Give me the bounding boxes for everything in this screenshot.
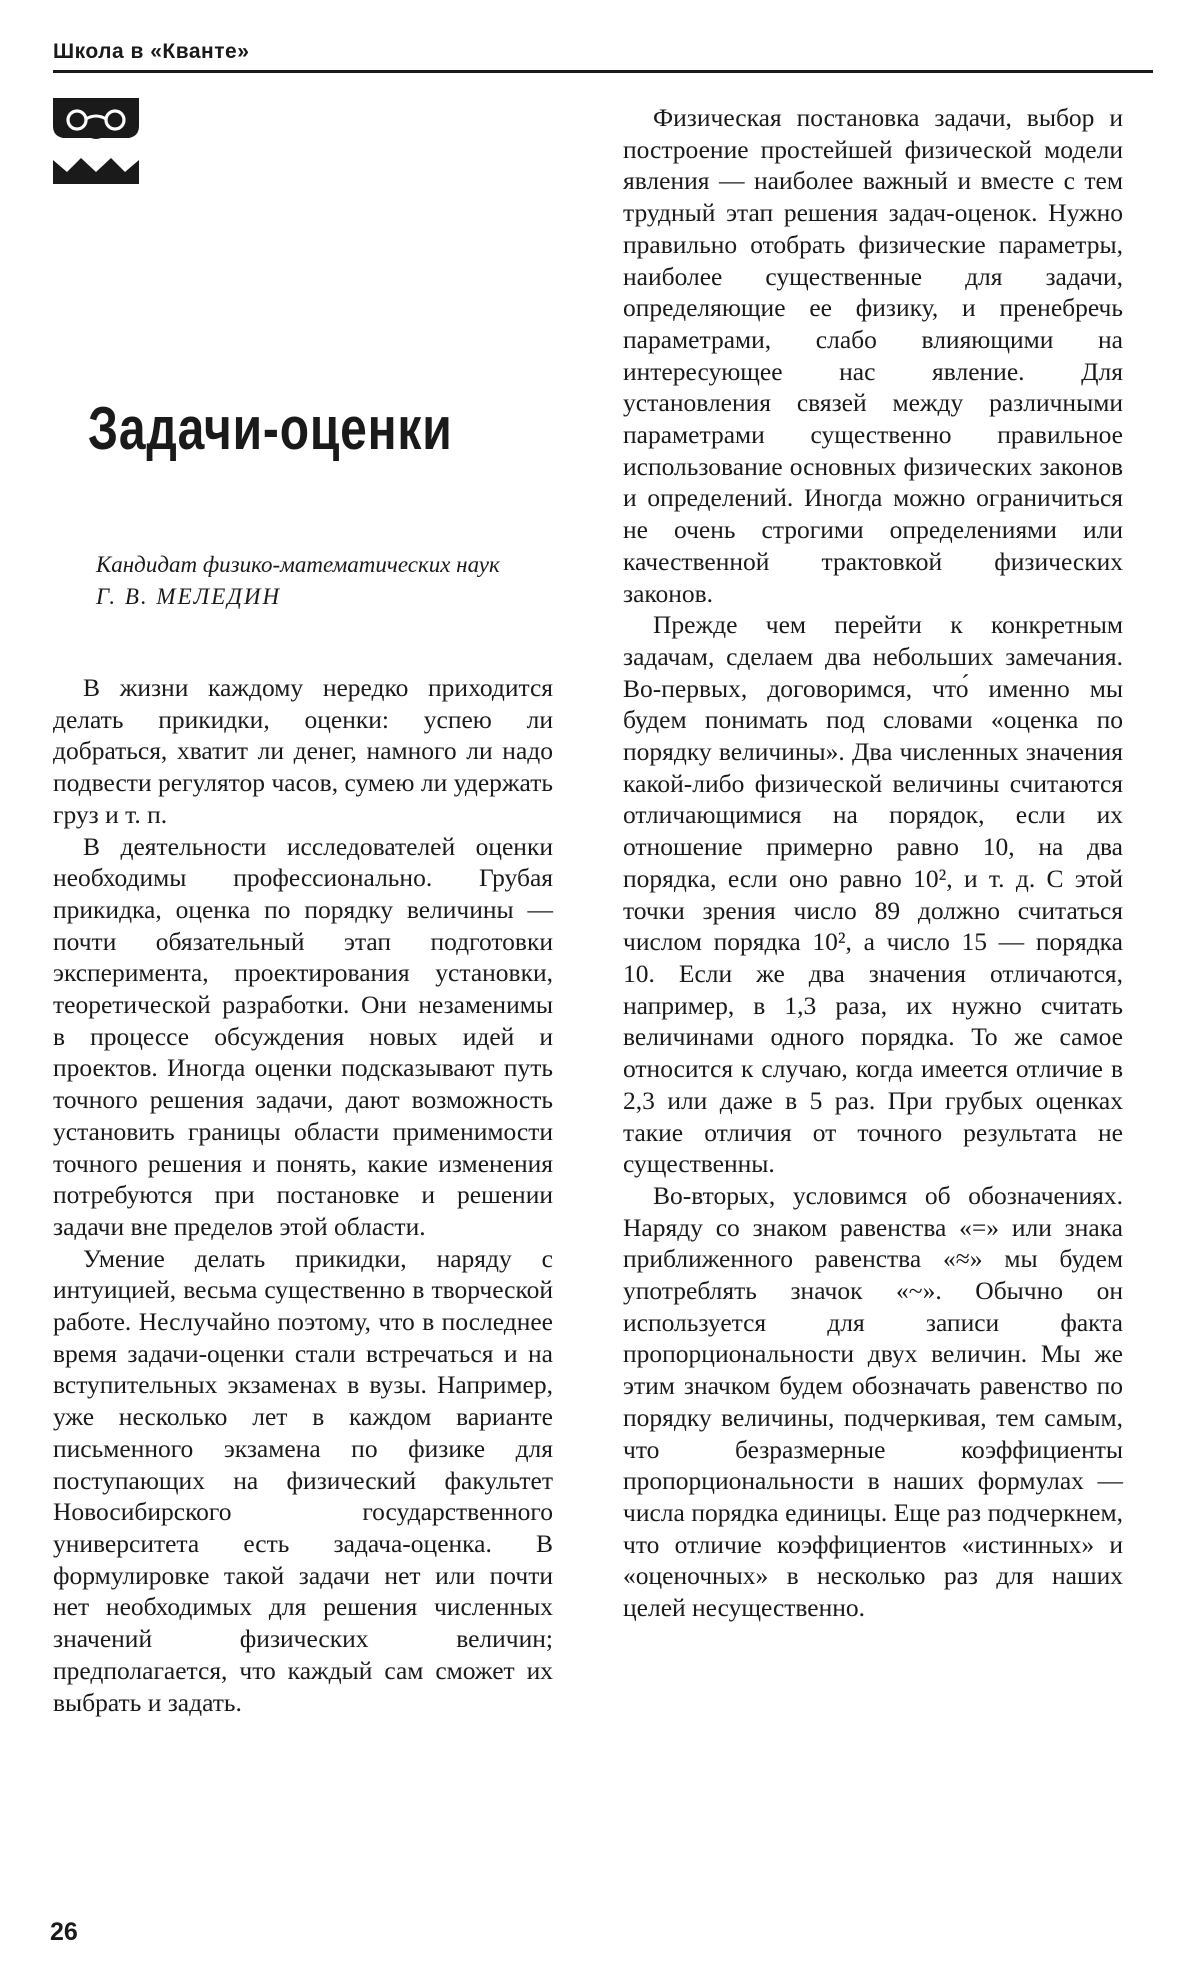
paragraph: Во-вторых, условимся об обозначениях. Наряду со знаком равенства «=» или знака приближенного равенства «≈» мы будем употреблять значок «~». Обычно он используется для записи факта пропорциональности двух величин. Мы же этим значком будем обозначать равенство по порядку величины, подчеркивая, тем самым, что безразмерные коэффициенты пропорциональности в наших формулах — числа порядка единицы. Еще раз подчеркнем, что отличие коэффициентов «истинных» и «оценочных» в несколько раз для наших целей несущественно.: [623, 1180, 1123, 1623]
left-column: [53, 672, 553, 1718]
author-name: Г. В. МЕЛЕДИН: [96, 584, 282, 609]
glasses-crown-emblem-icon: [53, 98, 139, 184]
paragraph: Умение делать прикидки, наряду с интуицией, весьма существенно в творческой работе. Неслучайно поэтому, что в последнее время задачи-оценки стали встречаться и на вступительных экзаменах в вузы. Например, уже несколько лет в каждом варианте письменного экзамена по физике для поступающих на физический факультет Новосибирского государственного университета есть задача-оценка. В формулировке такой задачи нет или почти нет необходимых для решения численных значений физических величин; предполагается, что каждый сам сможет их выбрать и задать.: [53, 1243, 553, 1717]
paragraph: Прежде чем перейти к конкретным задачам, сделаем два небольших замечания. Во-первых, договоримся, что́ именно мы будем понимать под словами «оценка по порядку величины». Два численных значения какой-либо физической величины считаются отличающимися на порядок, если их отношение примерно равно 10, на два порядка, если оно равно 10², и т. д. С этой точки зрения число 89 должно считаться числом порядка 10², а число 15 — порядка 10. Если же два значения отличаются, например, в 1,3 раза, их нужно считать величинами одного порядка. То же самое относится к случаю, когда имеется отличие в 2,3 или даже в 5 раз. При грубых оценках такие отличия от точного результата не существенны.: [623, 610, 1123, 1179]
right-column: [623, 102, 1123, 1624]
paragraph: Физическая постановка задачи, выбор и построение простейшей физической модели явления — наиболее важный и вместе с тем трудный этап решения задач-оценок. Нужно правильно отобрать физические параметры, наиболее существенные для задачи, определяющие ее физику, и пренебречь параметрами, слабо влияющими на интересующее нас явление. Для установления связей между различными параметрами существенно правильное использование основных физических законов и определений. Иногда можно ограничиться не очень строгими определениями или качественной трактовкой физических законов.: [623, 103, 1123, 608]
page-number: 26: [50, 1918, 78, 1946]
article-title: Задачи-оценки: [88, 395, 453, 462]
section-header: Школа в «Кванте»: [53, 40, 250, 63]
author-degree: Кандидат физико-математических наук: [96, 552, 500, 577]
paragraph: В жизни каждому нередко приходится делать прикидки, оценки: успею ли добраться, хватит ли денег, намного ли надо подвести регулятор часов, сумею ли удержать груз и т. п.: [53, 673, 553, 829]
header-rule: [53, 70, 1153, 73]
paragraph: В деятельности исследователей оценки необходимы профессионально. Грубая прикидка, оценка по порядку величины — почти обязательный этап подготовки эксперимента, проектирования установки, теоретической разработки. Они незаменимы в процессе обсуждения новых идей и проектов. Иногда оценки подсказывают путь точного решения задачи, дают возможность установить границы области применимости точного решения и понять, какие изменения потребуются при постановке и решении задачи вне пределов этой области.: [53, 831, 553, 1241]
author-block: [96, 549, 596, 613]
